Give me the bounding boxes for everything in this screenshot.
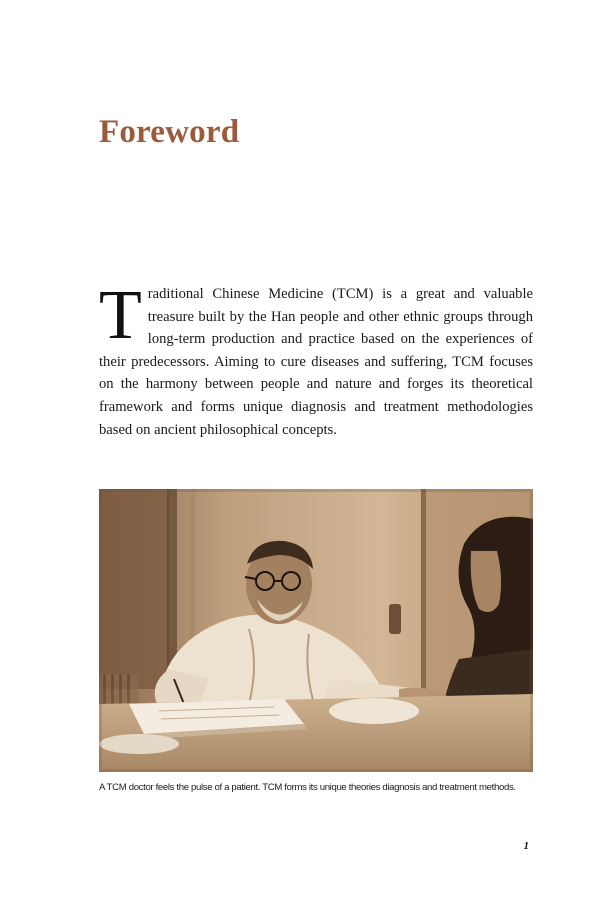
- pulse-pillow: [329, 698, 419, 724]
- paragraph-text: raditional Chinese Medicine (TCM) is a great and valuable treasure built by the Han people and other ethnic groups through long-term production and practice based on the experiences of their predecessors. Aiming to cure diseases and suffering, TCM focuses on the harmony between people and nature and forges its theoretical framework and forms unique diagnosis and treatment methodologies based on ancient philosophical concepts.: [99, 286, 533, 438]
- drop-cap: T: [99, 277, 142, 354]
- dish: [99, 734, 179, 754]
- page-title: Foreword: [99, 114, 240, 150]
- photo-illustration: [99, 489, 533, 772]
- tcm-doctor-photo: [99, 489, 533, 772]
- page-number: 1: [523, 840, 529, 852]
- radiator: [99, 674, 139, 704]
- door-handle: [389, 604, 401, 634]
- photo-caption: A TCM doctor feels the pulse of a patient. TCM forms its unique theories diagnosis and treatment methods.: [99, 782, 516, 793]
- door-frame: [99, 489, 169, 689]
- foreword-paragraph: [99, 277, 533, 441]
